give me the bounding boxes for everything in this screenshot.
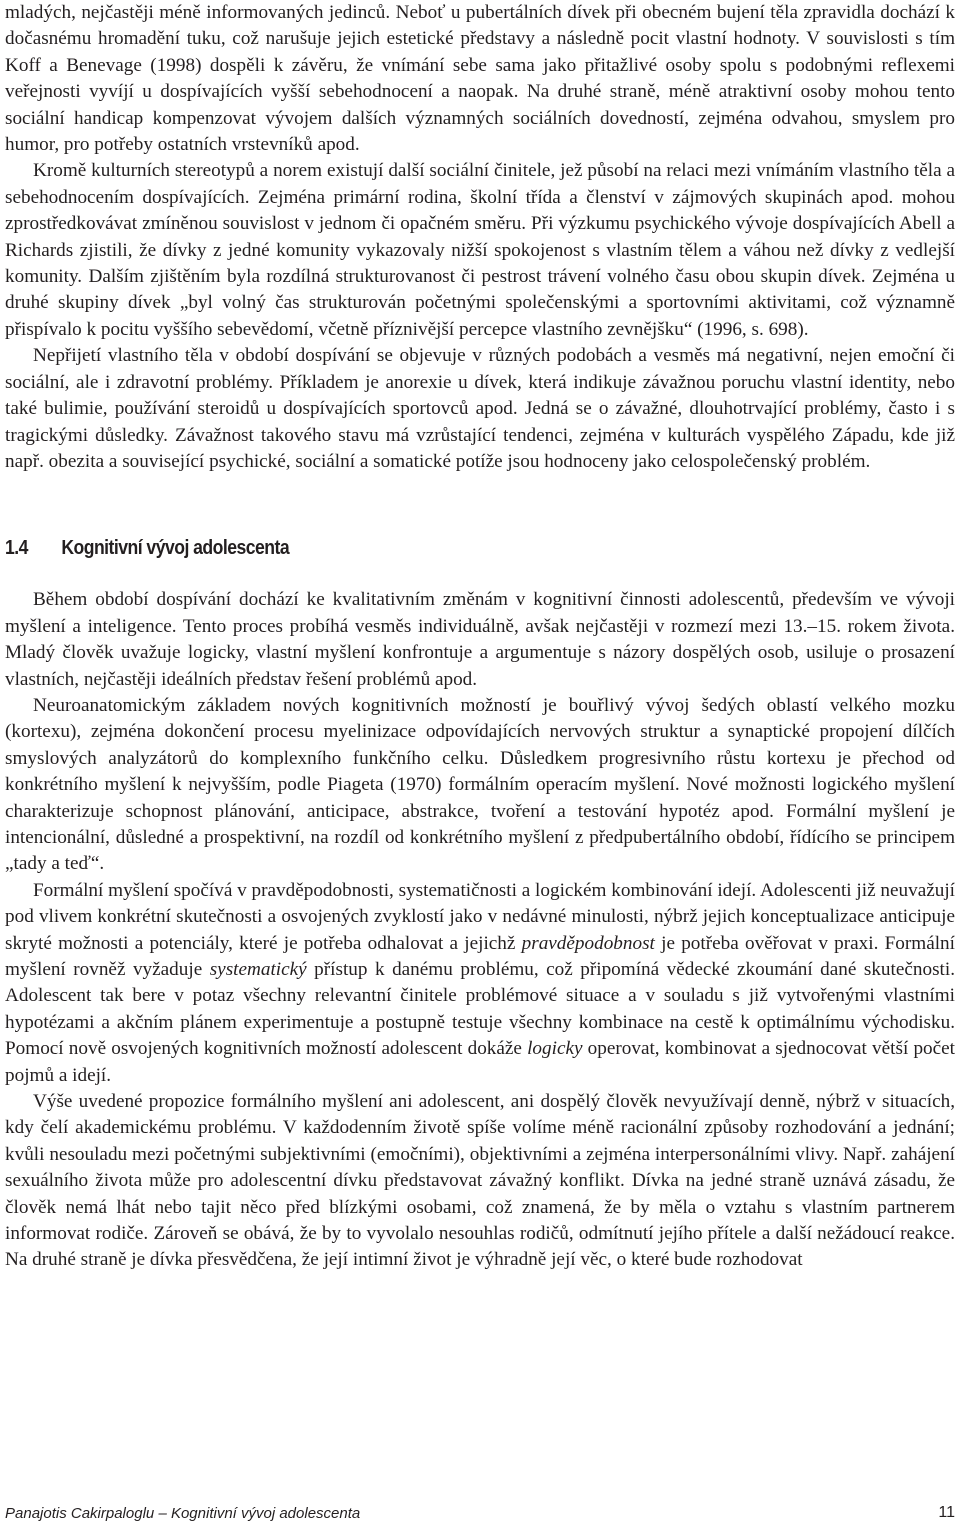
page (5, 0, 955, 1274)
paragraph: mladých, nejčastěji méně informovaných jedinců. Neboť u pubertálních dívek při obecném bujení těla zpravidla dochází k dočasnému hromadění tuku, což narušuje jejich estetické představy a následně pocit vlastní hodnoty. V souvislosti s tím Koff a Benevage (1998) dospěli k závěru, že vnímání sebe sama jako přitažlivé osoby spolu s podobnými reflexemi veřejnosti vyvíjí u dospívajících vyšší sebehodnocení a naopak. Na druhé straně, méně atraktivní osoby mohou tento sociální handicap kompenzovat vývojem dalších významných sociálních dovedností, zejména odvahou, smyslem pro humor, pro potřeby ostatních vrstevníků apod. (5, 2, 955, 156)
section-heading (5, 535, 841, 587)
footer-separator: – (158, 1504, 167, 1522)
paragraph: Kromě kulturních stereotypů a norem existují další sociální činitele, jež působí na relaci mezi vnímáním vlastního těla a sebehodnocením dospívajících. Zejména primární rodina, školní třída a členství v zájmových skupinách apod. mohou zprostředkovávat zmíněnou souvislost v jednom či opačném směru. Při výzkumu psychického vývoje dospívajících Abell a Richards zjistili, že dívky z jedné komunity vykazovaly nižší spokojenost s vlastním tělem a váhou než dívky z vedlejší komunity. Dalším zjištěním byla rozdílná strukturovanost či pestrost trávení volného času obou skupin dívek. Zejména u druhé skupiny dívek „byl volný čas strukturován početnými společenskými a sportovními aktivitami, což významně přispívalo k pocitu vyššího sebevědomí, včetně příznivější percepce vlastního zevnějšku“ (1996, s. 698). (5, 160, 955, 340)
top-text-block (5, 0, 955, 475)
text-run: je potřeba ověřovat v praxi. Formální myšlení rovněž vyžaduje (5, 932, 955, 980)
text-run: operovat, kombinovat a sjednocovat větší počet pojmů a idejí. (5, 1038, 955, 1086)
page-footer (5, 1502, 955, 1524)
emphasis-systematic: systematický (209, 959, 307, 980)
section-number: 1.4 (5, 537, 28, 560)
text-run: Formální myšlení spočívá v pravděpodobnosti, systematičnosti a logickém kombinování idejí. Adolescenti již neuvažují pod vlivem konkrétní skutečnosti a osvojených zvyklostí jako v nedávné minulosti, nýbrž jejich konceptualizace anticipuje skryté možnosti a potenciály, které je potřeba odhalovat a jejichž (5, 879, 955, 954)
section-title: Kognitivní vývoj adolescenta (61, 537, 290, 560)
paragraph (5, 878, 955, 1089)
paragraph: Nepřijetí vlastního těla v období dospívání se objevuje v různých podobách a vesměs má negativní, nejen emoční či sociální, ale i zdravotní problémy. Příkladem je anorexie u dívek, která indikuje závažnou poruchu vlastní identity, nebo také bulimie, používání steroidů u dospívajících sportovců apod. Jedná se o závažné, dlouhotrvající problémy, často i s tragickými důsledky. Závažnost takového stavu má vzrůstající tendenci, zejména v kulturách vyspělého Západu, kde již např. obezita a související psychické, sociální a somatické potíže jsou hodnoceny jako celospolečenský problém. (5, 345, 955, 472)
footer-author: Panajotis Cakirpaloglu (5, 1504, 155, 1522)
running-footer (5, 1505, 360, 1522)
footer-book-title: Kognitivní vývoj adolescenta (170, 1504, 361, 1522)
section-text-block (5, 587, 955, 1274)
emphasis-logically: logicky (527, 1038, 583, 1060)
paragraph: Neuroanatomickým základem nových kognitivních možností je bouřlivý vývoj šedých oblastí velkého mozku (kortexu), zejména dokončení procesu myelinizace odpovídajících nervových struktur a synaptické propojení dílčích smyslových analyzátorů do komplexního funkčního celku. Důsledkem progresivního růstu kortexu je přechod od konkrétního myšlení k nejvyšším, podle Piageta (1970) formálním operacím myšlení. Nové možnosti logického myšlení charakterizuje schopnost plánování, anticipace, abstrakce, tvoření a testování hypotéz apod. Formální myšlení je intencionální, důsledné a prospektivní, na rozdíl od konkrétního myšlení z předpubertálního období, řídícího se principem „tady a teď“. (5, 694, 955, 875)
page-number: 11 (938, 1504, 955, 1521)
emphasis-probability: pravděpodobnost (521, 932, 655, 954)
paragraph: Výše uvedené propozice formálního myšlení ani adolescent, ani dospělý člověk nevyužívají denně, nýbrž v situacích, kdy čelí akademickému problému. V každodenním životě spíše volíme méně racionální způsoby rozhodování a jednání; kvůli nesouladu mezi početnými subjektivními (emočními), objektivními a zejména interpersonálními vlivy. Např. zahájení sexuálního života může pro adolescentní dívku představovat závažný konflikt. Dívka na jedné straně uznává zásadu, že člověk nemá lhát nebo tajit něco před blízkými osobami, což znamená, že by měla o vztahu s vlastním partnerem informovat rodiče. Zároveň se obává, že by to vyvolalo nesouhlas rodičů, odmítnutí jejího přítele a další nežádoucí reakce. Na druhé straně je dívka přesvědčena, že její intimní život je výhradně její věc, o které bude rozhodovat (5, 1091, 955, 1271)
paragraph: Během období dospívání dochází ke kvalitativním změnám v kognitivní činnosti adolescentů, především ve vývoji myšlení a inteligence. Tento proces probíhá vesměs individuálně, avšak nejčastěji v rozmezí mezi 13.–15. rokem života. Mladý člověk uvažuje logicky, vlastní myšlení konfrontuje a argumentuje s názory dospělých osob, usiluje o prosazení vlastních, nejčastěji ideálních představ řešení problémů apod. (5, 589, 955, 690)
text-run: přístup k danému problému, což připomíná vědecké zkoumání dané skutečnosti. Adolescent tak bere v potaz všechny relevantní činitele problémové situace a v souladu s již vytvořenými vlastními hypotézami a akčním plánem experimentuje a postupně testuje všechny kombinace na cestě k optimálnímu východisku. Pomocí nově osvojených kognitivních možností adolescent dokáže (5, 959, 955, 1060)
